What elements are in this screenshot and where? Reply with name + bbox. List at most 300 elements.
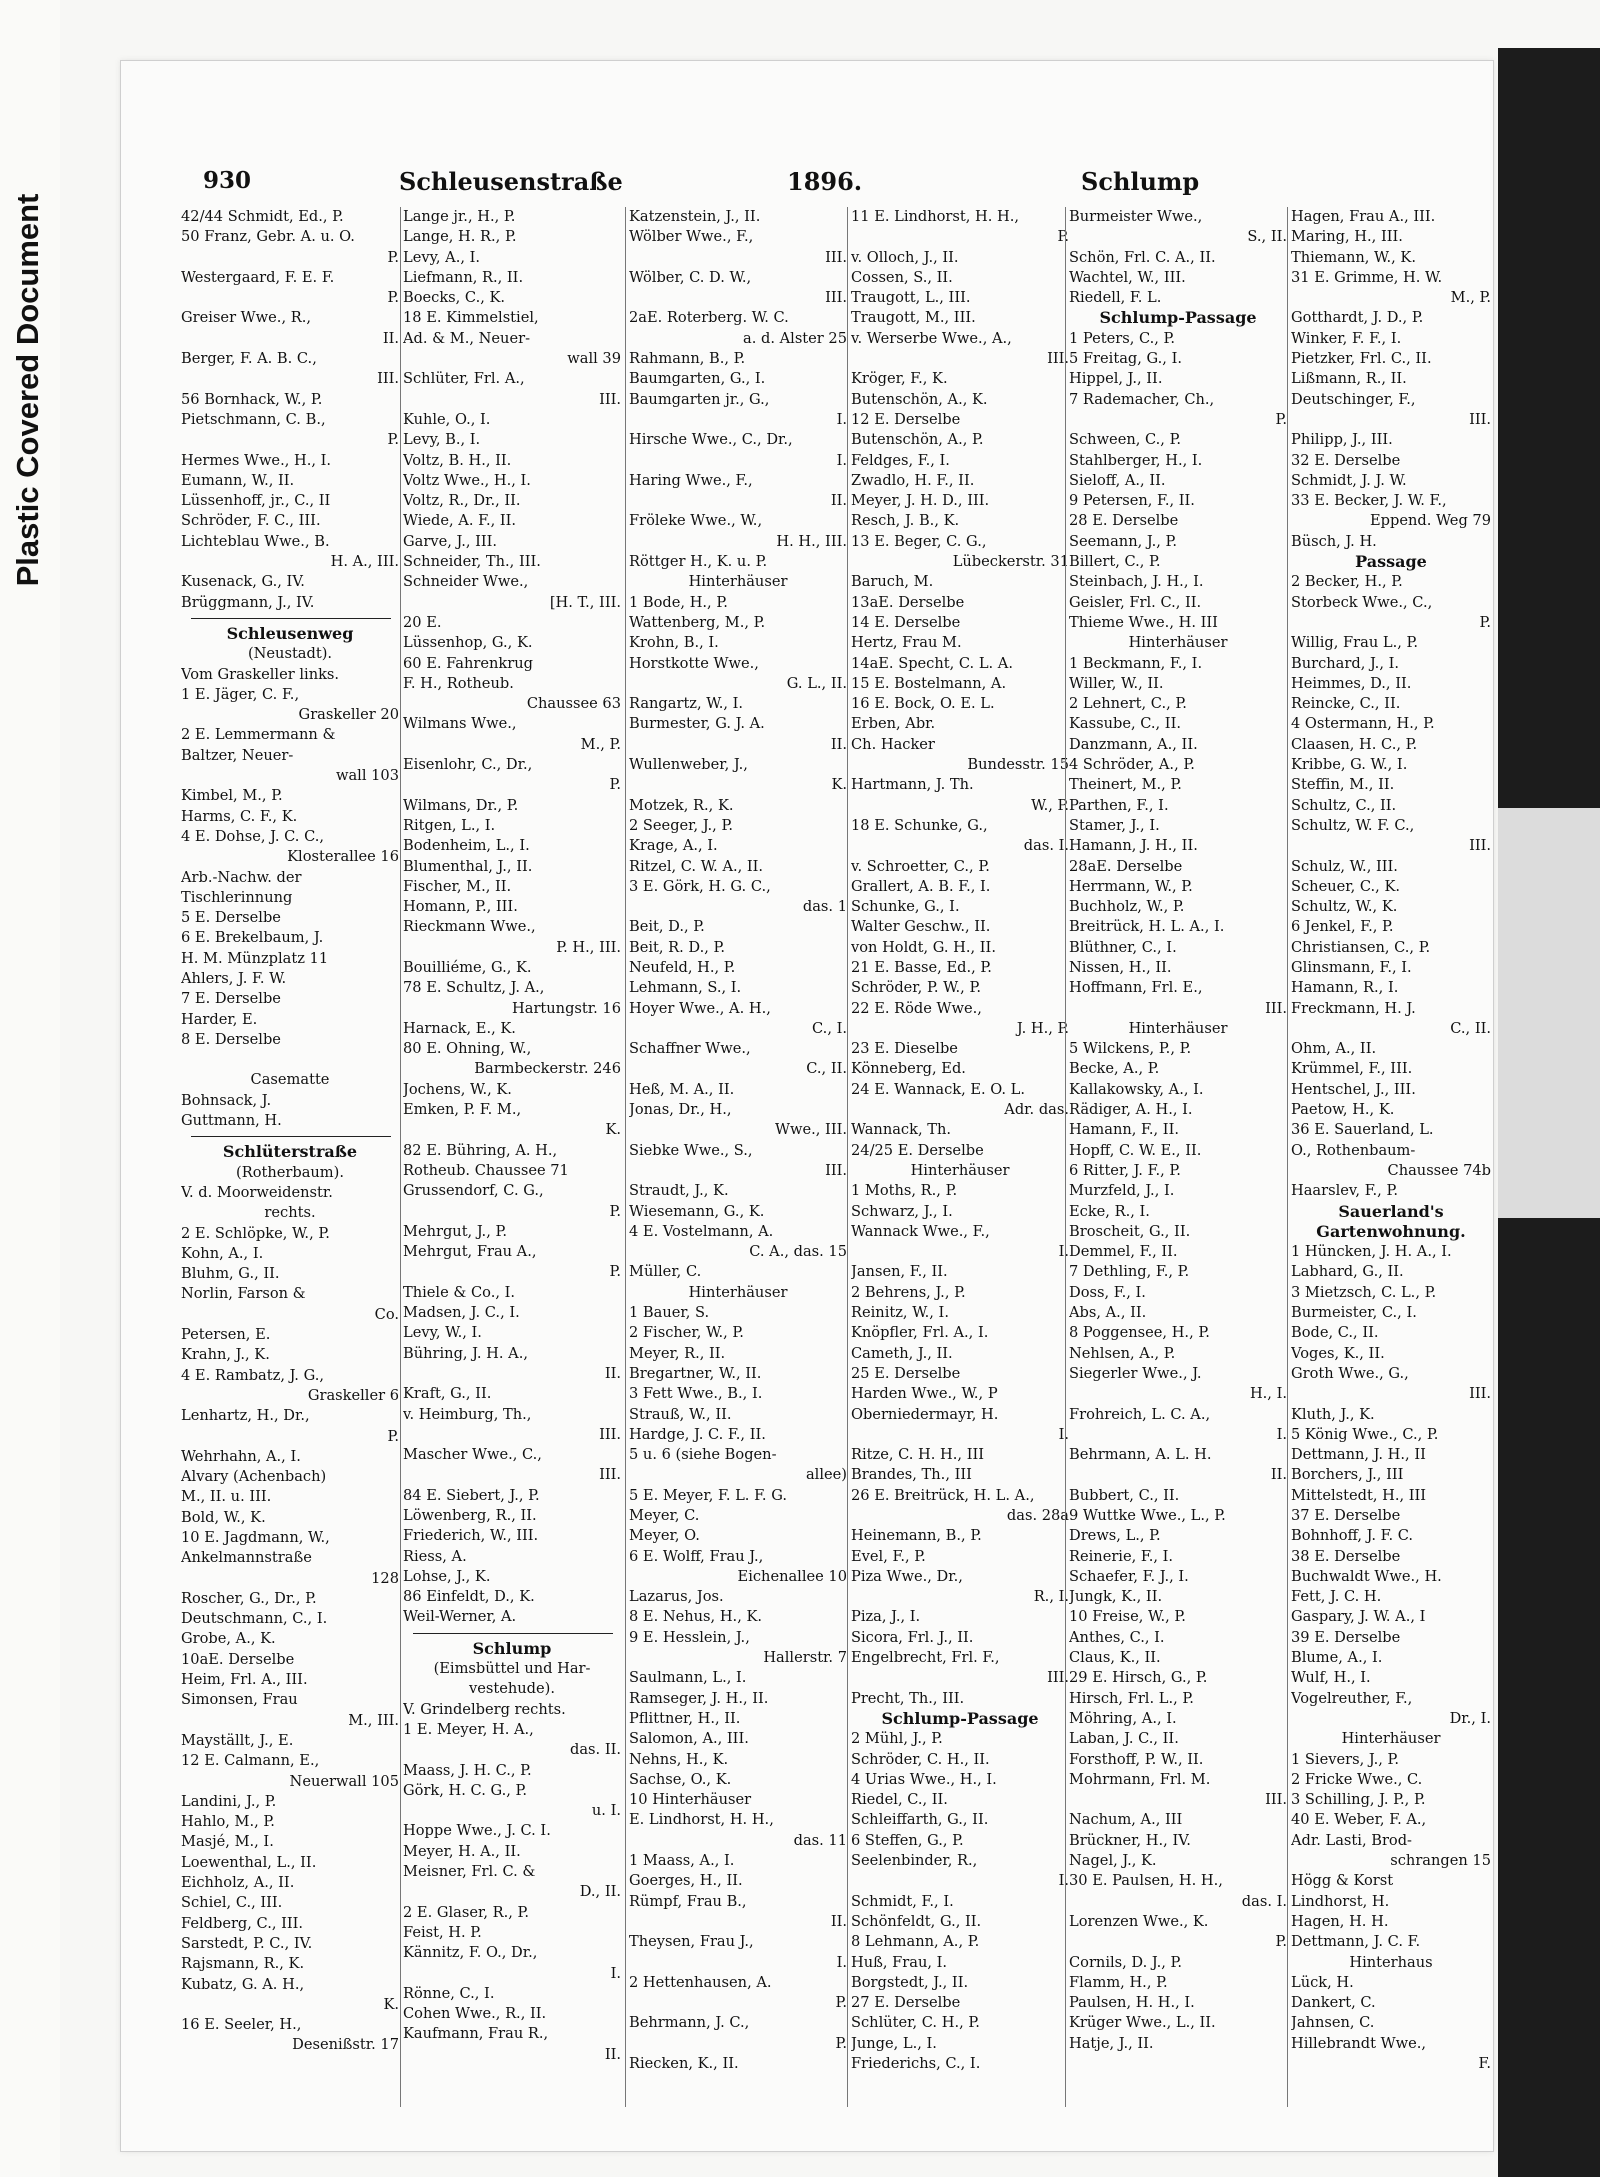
column-2 [403,207,621,2065]
directory-line: 4 Urias Wwe., H., I. [851,1770,997,1788]
directory-line: Krahn, J., K. [181,1346,270,1364]
directory-line: III. [1047,1669,1069,1687]
directory-line: Wiede, A. F., II. [403,512,517,530]
directory-line: vestehude). [469,1680,555,1698]
directory-line: I. [836,410,847,428]
directory-line: 28aE. Derselbe [1069,857,1183,875]
directory-line: Horstkotte Wwe., [629,654,759,672]
directory-line: 1 Bauer, S. [629,1304,710,1322]
directory-line: III. [825,289,847,307]
directory-line: Hinterhaus [1349,1953,1433,1971]
directory-line: H. H., III. [776,532,847,550]
directory-line: 86 Einfeldt, D., K. [403,1588,535,1606]
directory-line: C., II. [1450,1019,1491,1037]
directory-line: Berger, F. A. B. C., [181,350,317,368]
directory-line: Schween, C., P. [1069,431,1182,449]
directory-line: 50 Franz, Gebr. A. u. O. [181,228,355,246]
directory-line: Jahnsen, C. [1291,2014,1375,2032]
page-header [121,161,1493,205]
directory-line: Theysen, Frau J., [629,1933,754,1951]
directory-line: 32 E. Derselbe [1291,451,1401,469]
directory-line: Bohnhoff, J. F. C. [1291,1527,1414,1545]
directory-line: P. [387,1427,399,1445]
directory-line: 6 Ritter, J. F., P. [1069,1161,1181,1179]
directory-line: Willer, W., II. [1069,674,1164,692]
directory-line: Schlüter, C. H., P. [851,2014,980,2032]
directory-line: III. [1469,1385,1491,1403]
directory-line: Schleiffarth, G., II. [851,1811,989,1829]
directory-line: Nehns, H., K. [629,1750,729,1768]
directory-line: 2 Becker, H., P. [1291,573,1403,591]
directory-line: Barmbeckerstr. 246 [474,1060,621,1078]
directory-line: Hirsch, Frl. L., P. [1069,1689,1194,1707]
directory-line: Hahlo, M., P. [181,1813,275,1831]
directory-line: Siegerler Wwe., J. [1069,1364,1202,1382]
directory-line: 56 Bornhack, W., P. [181,390,323,408]
directory-line: Beit, R. D., P. [629,938,726,956]
directory-line: Ch. Hacker [851,735,935,753]
directory-line: Siebke Wwe., S., [629,1141,753,1159]
directory-line: Nissen, H., II. [1069,958,1172,976]
directory-line: E. Lindhorst, H. H., [629,1811,774,1829]
directory-line: Arb.-Nachw. der [181,868,302,886]
directory-line: Voltz, B. H., II. [403,451,512,469]
directory-line: das. I. [1023,837,1069,855]
directory-line: v. Heimburg, Th., [403,1405,532,1423]
directory-line: 15 E. Bostelmann, A. [851,674,1007,692]
directory-line: P. [609,1263,621,1281]
directory-line: III. [825,248,847,266]
directory-line: Masjé, M., I. [181,1833,274,1851]
directory-line: 18 E. Kimmelstiel, [403,309,539,327]
directory-line: Ecke, R., I. [1069,1202,1150,1220]
page-number: 930 [203,167,252,194]
directory-line: Behrmann, J. C., [629,2014,750,2032]
directory-line: 12 E. Calmann, E., [181,1752,320,1770]
directory-line: Seelenbinder, R., [851,1852,978,1870]
directory-line: Hartungstr. 16 [512,999,621,1017]
directory-line: 5 E. Derselbe [181,909,281,927]
directory-line: Lazarus, Jos. [629,1588,724,1606]
directory-line: Voltz Wwe., H., I. [403,471,531,489]
directory-line: P. H., III. [556,938,621,956]
directory-line: Blumenthal, J., II. [403,857,533,875]
directory-line: Vom Graskeller links. [181,665,340,683]
directory-line: Baumgarten, G., I. [629,370,766,388]
directory-line: Rönne, C., I. [403,1984,495,2002]
column-4 [851,207,1069,2074]
directory-line: 4 Ostermann, H., P. [1291,715,1435,733]
directory-line: Wachtel, W., III. [1069,268,1186,286]
directory-line: 27 E. Derselbe [851,1994,961,2012]
directory-line: P. [835,1994,847,2012]
directory-line: Schneider, Th., III. [403,553,541,571]
directory-line: Schneider Wwe., [403,573,529,591]
directory-line: Schön, Frl. C. A., II. [1069,248,1216,266]
directory-line: Brandes, Th., III [851,1466,972,1484]
directory-line: Ankelmannstraße [181,1549,312,1567]
directory-line: Jonas, Dr., H., [629,1101,732,1119]
directory-line: Voltz, R., Dr., II. [403,492,521,510]
section-divider [191,1136,391,1137]
directory-line: Lange, H. R., P. [403,228,517,246]
column-divider [1287,207,1288,2107]
directory-line: 2aE. Roterberg. W. C. [629,309,789,327]
directory-line: Chaussee 74b [1387,1161,1491,1179]
directory-line: Thieme Wwe., H. III [1069,613,1218,631]
directory-line: M., III. [348,1711,399,1729]
directory-line: Schröder, C. H., II. [851,1750,990,1768]
directory-line: 24 E. Wannack, E. O. L. [851,1080,1026,1098]
directory-line: Schultz, C., II. [1291,796,1397,814]
directory-line: Cohen Wwe., R., II. [403,2005,547,2023]
directory-line: Bold, W., K. [181,1508,266,1526]
directory-line: Schulz, W., III. [1291,857,1398,875]
directory-line: Glinsmann, F., I. [1291,958,1412,976]
directory-line: H. A., III. [330,553,399,571]
directory-line: Hamann, J. H., II. [1069,837,1198,855]
directory-line: Ritze, C. H. H., III [851,1446,984,1464]
directory-line: 3 E. Görk, H. G. C., [629,877,771,895]
directory-line: 40 E. Weber, F. A., [1291,1811,1427,1829]
directory-line: Hoppe Wwe., J. C. I. [403,1822,551,1840]
directory-line: III. [1265,1791,1287,1809]
directory-line: 26 E. Breitrück, H. L. A., [851,1486,1035,1504]
directory-line: Kraft, G., II. [403,1385,492,1403]
directory-line: II. [1270,1466,1287,1484]
directory-line: Grallert, A. B. F., I. [851,877,991,895]
directory-line: 3 Mietzsch, C. L., P. [1291,1283,1437,1301]
directory-line: 5 König Wwe., C., P. [1291,1425,1439,1443]
directory-line: Lohse, J., K. [403,1567,491,1585]
directory-line: (Rotherbaum). [236,1163,344,1181]
directory-line: Riess, A. [403,1547,467,1565]
directory-line: wall 39 [567,350,621,368]
directory-line: Heinemann, B., P. [851,1527,982,1545]
directory-line: 9 Wuttke Wwe., L., P. [1069,1507,1226,1524]
directory-line: Dr., I. [1449,1709,1491,1727]
directory-line: Sachse, O., K. [629,1770,732,1788]
directory-line: Lehmann, S., I. [629,979,742,997]
directory-line: H. M. Münzplatz 11 [181,949,329,967]
directory-line: Krohn, B., I. [629,634,719,652]
directory-line: Eichholz, A., II. [181,1874,295,1892]
directory-line: F. [1478,2055,1491,2073]
directory-line: Walter Geschw., II. [851,918,991,936]
header-year: 1896. [787,167,863,196]
directory-line: R., I. [1033,1588,1069,1606]
directory-line: Lenhartz, H., Dr., [181,1407,310,1425]
directory-line: Butenschön, A., K. [851,390,988,408]
directory-line: Hinterhäuser [1128,1019,1228,1037]
directory-line: Willig, Frau L., P. [1291,634,1418,652]
directory-line: Katzenstein, J., II. [629,208,761,225]
directory-line: Müller, C. [629,1263,702,1281]
scanner-edge-highlight [1498,808,1600,1218]
directory-line: Lange jr., H., P. [403,208,516,225]
directory-line: Salomon, A., III. [629,1730,749,1748]
directory-line: Groth Wwe., G., [1291,1364,1409,1382]
directory-line: Schultz, W. F. C., [1291,816,1415,834]
directory-line: Heimmes, D., II. [1291,674,1412,692]
directory-line: von Holdt, G. H., II. [851,938,996,956]
directory-line: 11 E. Lindhorst, H. H., [851,208,1020,225]
directory-line: Eumann, W., II. [181,471,295,489]
directory-line: allee) [805,1466,847,1484]
directory-line: Stamer, J., I. [1069,816,1160,834]
directory-line: Strauß, W., II. [629,1405,732,1423]
directory-line: M., P. [1450,289,1491,307]
directory-line: Hamann, F., II. [1069,1121,1179,1139]
directory-line: Thiele & Co., I. [403,1283,516,1301]
directory-line: Geisler, Frl. C., II. [1069,593,1202,611]
directory-line: Könneberg, Ed. [851,1060,966,1078]
directory-line: Bodenheim, L., I. [403,837,530,855]
directory-line: 84 E. Siebert, J., P. [403,1486,540,1504]
directory-line: II. [604,1364,621,1382]
directory-line: Roscher, G., Dr., P. [181,1589,317,1607]
directory-line: Reincke, C., II. [1291,695,1401,713]
directory-line: 2 Mühl, J., P. [851,1730,943,1748]
directory-line: Meyer, C. [629,1507,700,1524]
directory-line: Bundesstr. 15 [967,756,1069,774]
directory-line: Burmeister Wwe., [1069,208,1203,225]
directory-line: Labhard, G., II. [1291,1263,1404,1281]
directory-line: Liefmann, R., II. [403,268,524,286]
directory-line: Pietzker, Frl. C., II. [1291,350,1432,368]
directory-line: Borgstedt, J., II. [851,1973,969,1991]
directory-line: Harder, E. [181,1010,258,1028]
directory-line: Krüger Wwe., L., II. [1069,2014,1216,2032]
directory-line: 39 E. Derselbe [1291,1628,1401,1646]
section-heading: Gartenwohnung. [1316,1221,1466,1241]
directory-line: Murzfeld, J., I. [1069,1182,1175,1200]
directory-line: 4 E. Dohse, J. C. C., [181,827,324,845]
directory-line: Scheuer, C., K. [1291,877,1400,895]
section-heading: Passage [1355,552,1427,572]
directory-line: Ramseger, J. H., II. [629,1689,769,1707]
directory-line: Ad. & M., Neuer- [403,329,530,347]
directory-line: Cornils, D. J., P. [1069,1953,1183,1971]
directory-line: 2 Seeger, J., P. [629,816,733,834]
directory-line: Heß, M. A., II. [629,1080,735,1098]
header-right-title: Schlump [1081,167,1200,196]
directory-line: Beit, D., P. [629,918,705,936]
directory-line: C., I. [812,1019,847,1037]
directory-line: 8 E. Nehus, H., K. [629,1608,763,1626]
directory-line: Kuhle, O., I. [403,410,491,428]
directory-line: Mascher Wwe., C., [403,1446,542,1464]
directory-line: C. A., das. 15 [749,1243,847,1261]
directory-line: 2 Lehnert, C., P. [1069,695,1187,713]
directory-line: III. [377,370,399,388]
directory-line: 7 Dethling, F., P. [1069,1263,1190,1281]
directory-line: Maass, J. H. C., P. [403,1761,532,1779]
directory-line: Schmidt, J. J. W. [1291,471,1407,489]
directory-line: Schaffner Wwe., [629,1040,751,1058]
directory-line: Harden Wwe., W., P [851,1385,998,1403]
directory-line: O., Rothenbaum- [1291,1141,1416,1159]
directory-line: Bregartner, W., II. [629,1364,762,1382]
directory-line: Hentschel, J., III. [1291,1080,1416,1098]
directory-line: Weil-Werner, A. [403,1608,517,1626]
directory-line: 7 E. Derselbe [181,990,281,1008]
directory-line: Schmidt, F., I. [851,1892,954,1910]
directory-line: 1 Bode, H., P. [629,593,728,611]
directory-line: Paetow, H., K. [1291,1101,1395,1119]
directory-line: 38 E. Derselbe [1291,1547,1401,1565]
directory-line: Wannack, Th. [851,1121,951,1139]
directory-line: Schönfeldt, G., II. [851,1912,982,1930]
directory-line: Kusenack, G., IV. [181,573,305,591]
directory-line: II. [830,1912,847,1930]
directory-line: (Neustadt). [247,645,333,663]
directory-line: Mittelstedt, H., III [1291,1486,1427,1504]
directory-line: M., II. u. III. [181,1488,272,1506]
directory-line: v. Olloch, J., II. [851,248,959,266]
directory-line: Schultz, W., K. [1291,898,1398,916]
directory-line: P. [609,1202,621,1220]
directory-line: Motzek, R., K. [629,796,734,814]
directory-line: Goerges, H., II. [629,1872,743,1890]
directory-line: Pietschmann, C. B., [181,410,326,428]
column-3 [629,207,847,2074]
directory-line: das. I. [1241,1892,1287,1910]
directory-line: Bode, C., II. [1291,1324,1379,1342]
directory-line: Rangartz, W., I. [629,695,744,713]
directory-line [181,1050,399,1070]
column-divider [1065,207,1066,2107]
directory-line: Dettmann, J. H., II [1291,1446,1426,1464]
directory-line: 80 E. Ohning, W., [403,1040,532,1058]
directory-line: Neuerwall 105 [289,1772,399,1790]
directory-line: Adr. das. [1004,1101,1069,1119]
directory-line: P. [387,248,399,266]
directory-line: Mayställt, J., E. [181,1731,294,1749]
directory-line: Rahmann, B., P. [629,350,746,368]
directory-line: Harms, C. F., K. [181,807,298,825]
directory-line: 24/25 E. Derselbe [851,1141,984,1159]
directory-line: Alvary (Achenbach) [181,1468,327,1486]
directory-line: Neufeld, H., P. [629,958,736,976]
directory-line: Pflittner, H., II. [629,1709,741,1727]
directory-line: Guttmann, H. [181,1112,282,1130]
directory-line: Huß, Frau, I. [851,1953,948,1971]
directory-line: Forsthoff, P. W., II. [1069,1750,1204,1768]
directory-line: 6 Jenkel, F., P. [1291,918,1394,936]
directory-line: 13 E. Beger, C. G., [851,532,987,550]
directory-line: S., II. [1247,228,1287,246]
directory-line: 42/44 Schmidt, Ed., P. [181,208,344,225]
directory-line: a. d. Alster 25 [743,329,847,347]
directory-line: Ohm, A., II. [1291,1040,1377,1058]
directory-line: Schunke, G., I. [851,898,960,916]
directory-line: Traugott, L., III. [851,289,971,307]
directory-line: Bohnsack, J. [181,1091,272,1109]
directory-line: Riedel, C., II. [851,1791,948,1809]
directory-line: Theinert, M., P. [1069,776,1182,794]
directory-line: Ritzel, C. W. A., II. [629,857,764,875]
directory-line: 13aE. Derselbe [851,593,965,611]
directory-line: Junge, L., I. [851,2034,937,2052]
directory-line: Wilmans, Dr., P. [403,796,519,814]
directory-line: 9 Petersen, F., II. [1069,492,1195,510]
directory-line: Landini, J., P. [181,1792,277,1810]
directory-line: Drews, L., P. [1069,1527,1161,1545]
directory-line: Boecks, C., K. [403,289,506,307]
directory-line: Behrmann, A. L. H. [1069,1446,1212,1464]
directory-line: Burchard, J., I. [1291,654,1400,672]
directory-line: 2 Hettenhausen, A. [629,1973,772,1991]
directory-line: V. Grindelberg rechts. [403,1700,566,1718]
directory-line: P. [387,289,399,307]
directory-line: Lorenzen Wwe., K. [1069,1912,1209,1930]
directory-line: Traugott, M., III. [851,309,976,327]
directory-line: Krümmel, F., III. [1291,1060,1413,1078]
directory-line: 2 Behrens, J., P. [851,1283,966,1301]
section-heading: Schleusenweg [226,623,354,643]
directory-line: Lichteblau Wwe., B. [181,532,330,550]
directory-line: Gotthardt, J. D., P. [1291,309,1424,327]
directory-line: das. 28a [1006,1507,1069,1524]
directory-line: Mehrgut, Frau A., [403,1243,537,1261]
directory-line: 8 Poggensee, H., P. [1069,1324,1210,1342]
directory-line: 1 Sievers, J., P. [1291,1750,1399,1768]
directory-line: Ahlers, J. F. W. [181,969,287,987]
directory-line: Kubatz, G. A. H., [181,1975,305,1993]
directory-line: Hirsche Wwe., C., Dr., [629,431,793,449]
directory-line: 36 E. Sauerland, L. [1291,1121,1434,1139]
directory-line: Hinterhäuser [1341,1730,1441,1748]
directory-line: Demmel, F., II. [1069,1243,1178,1261]
directory-line: 82 E. Bühring, A. H., [403,1141,558,1159]
directory-line: 21 E. Basse, Ed., P. [851,958,992,976]
directory-line: Krage, A., I. [629,837,718,855]
directory-line: Lüssenhop, G., K. [403,634,533,652]
directory-line: K. [831,776,847,794]
directory-line: Christiansen, C., P. [1291,938,1431,956]
directory-line: Chaussee 63 [526,695,621,713]
directory-line: Reinerie, F., I. [1069,1547,1174,1565]
directory-line: Zwadlo, H. F., II. [851,471,975,489]
directory-line: Knöpfler, Frl. A., I. [851,1324,989,1342]
directory-line: 6 E. Wolff, Frau J., [629,1547,764,1565]
directory-line: 1 Peters, C., P. [1069,329,1176,347]
directory-line: Dettmann, J. C. F. [1291,1933,1421,1951]
directory-line: Nagel, J., K. [1069,1852,1157,1870]
column-5 [1069,207,1287,2054]
directory-line: 16 E. Bock, O. E. L. [851,695,995,713]
directory-line: 22 E. Röde Wwe., [851,999,982,1017]
directory-line: Garve, J., III. [403,532,498,550]
directory-line: Cameth, J., II. [851,1344,953,1362]
directory-line: Abs, A., II. [1069,1304,1147,1322]
directory-line: Vogelreuther, F., [1291,1689,1413,1707]
directory-line: 30 E. Paulsen, H. H., [1069,1872,1223,1890]
directory-line: Desenißstr. 17 [292,2036,399,2054]
directory-line: Lindhorst, H. [1291,1892,1390,1910]
directory-line: Claasen, H. C., P. [1291,735,1418,753]
directory-line: Feldges, F., I. [851,451,950,469]
directory-line: 2 E. Glaser, R., P. [403,1903,530,1921]
directory-line: Wulf, H., I. [1291,1669,1371,1687]
directory-line: Buchwaldt Wwe., H. [1291,1567,1442,1585]
directory-line: F. H., Rotheub. [403,674,514,692]
directory-line: I. [610,1964,621,1982]
directory-line: Saulmann, L., I. [629,1669,747,1687]
directory-line: Hinterhäuser [688,1283,788,1301]
directory-line: Harnack, E., K. [403,1019,516,1037]
